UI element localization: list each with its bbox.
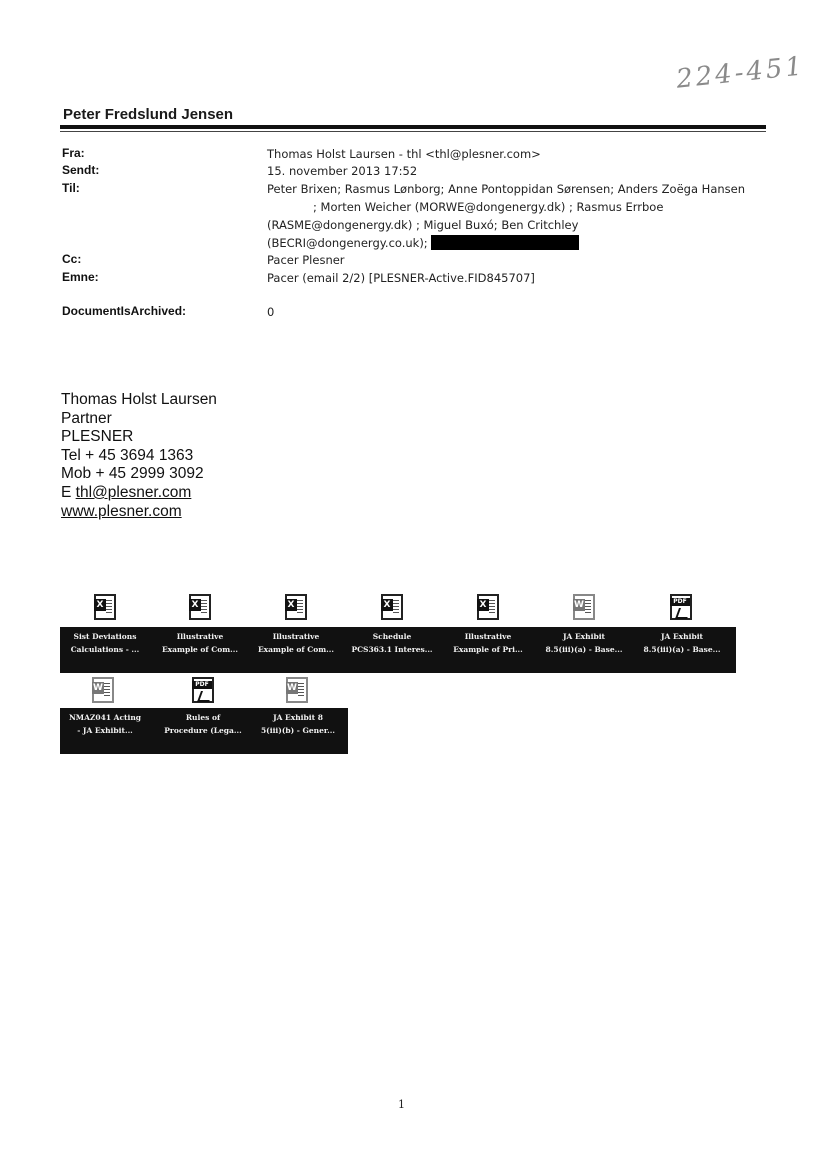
signature-name: Thomas Holst Laursen bbox=[61, 391, 217, 408]
redaction-box bbox=[431, 235, 579, 250]
attachment-label[interactable]: Illustrative Example of Com... bbox=[257, 632, 335, 654]
sent-value: 15. november 2013 17:52 bbox=[267, 164, 418, 178]
archived-value: 0 bbox=[267, 305, 275, 319]
attachment-label[interactable]: Schedule PCS363.1 Interes... bbox=[351, 632, 433, 654]
subject-label: Emne: bbox=[62, 270, 99, 284]
excel-icon[interactable]: X bbox=[285, 594, 307, 620]
subject-value: Pacer (email 2/2) [PLESNER-Active.FID845707] bbox=[267, 271, 535, 285]
attachment-label[interactable]: Illustrative Example of Com... bbox=[161, 632, 239, 654]
from-value: Thomas Holst Laursen - thl <thl@plesner.com> bbox=[267, 147, 541, 161]
attachment-label[interactable]: Sist Deviations Calculations - ... bbox=[70, 632, 140, 654]
cc-value: Pacer Plesner bbox=[267, 253, 345, 267]
from-label: Fra: bbox=[62, 146, 85, 160]
signature-email-row bbox=[61, 484, 217, 503]
sender-name: Peter Fredslund Jensen bbox=[63, 106, 234, 123]
signature-web-link[interactable]: www.plesner.com bbox=[61, 502, 182, 520]
signature-mob: Mob + 45 2999 3092 bbox=[61, 465, 204, 483]
cc-label: Cc: bbox=[62, 252, 82, 266]
word-icon[interactable]: W bbox=[573, 594, 595, 620]
sent-label: Sendt: bbox=[62, 163, 100, 177]
pdf-icon[interactable]: PDF bbox=[192, 677, 214, 703]
excel-icon[interactable]: X bbox=[94, 594, 116, 620]
to-line-3: (RASME@dongenergy.dk) ; Miguel Buxó; Ben Critchley bbox=[267, 218, 579, 232]
to-label: Til: bbox=[62, 181, 80, 195]
page-number: 1 bbox=[398, 1098, 405, 1111]
to-line-4: (BECRI@dongenergy.co.uk); bbox=[267, 236, 428, 250]
to-line-2: ; Morten Weicher (MORWE@dongenergy.dk) ; Rasmus Errboe bbox=[313, 200, 664, 214]
email-signature bbox=[61, 391, 217, 521]
header-rule-thin bbox=[60, 131, 766, 132]
attachment-label[interactable]: Illustrative Example of Pri... bbox=[453, 632, 523, 654]
word-icon[interactable]: W bbox=[286, 677, 308, 703]
to-line-1: Peter Brixen; Rasmus Lønborg; Anne Pontoppidan Sørensen; Anders Zoëga Hansen bbox=[267, 182, 746, 196]
signature-company: PLESNER bbox=[61, 428, 134, 446]
signature-title: Partner bbox=[61, 409, 112, 427]
signature-email-prefix: E bbox=[61, 483, 76, 501]
archived-label: DocumentIsArchived: bbox=[62, 304, 187, 318]
attachment-label[interactable]: JA Exhibit 8 5(iii)(b) - Gener... bbox=[260, 713, 336, 735]
attachment-label[interactable]: Rules of Procedure (Lega... bbox=[164, 713, 242, 735]
to-value bbox=[267, 180, 767, 252]
attachment-label[interactable]: JA Exhibit 8.5(iii)(a) - Base... bbox=[643, 632, 721, 654]
pdf-icon[interactable]: PDF bbox=[670, 594, 692, 620]
attachment-label[interactable]: JA Exhibit 8.5(iii)(a) - Base... bbox=[545, 632, 623, 654]
excel-icon[interactable]: X bbox=[477, 594, 499, 620]
signature-tel: Tel + 45 3694 1363 bbox=[61, 446, 194, 464]
header-rule-thick bbox=[60, 125, 766, 129]
handwritten-stamp: 224-451 bbox=[674, 51, 807, 95]
excel-icon[interactable]: X bbox=[381, 594, 403, 620]
excel-icon[interactable]: X bbox=[189, 594, 211, 620]
attachment-label[interactable]: NMAZ041 Acting - JA Exhibit... bbox=[68, 713, 142, 735]
word-icon[interactable]: W bbox=[92, 677, 114, 703]
signature-email-link[interactable]: thl@plesner.com bbox=[75, 483, 192, 501]
